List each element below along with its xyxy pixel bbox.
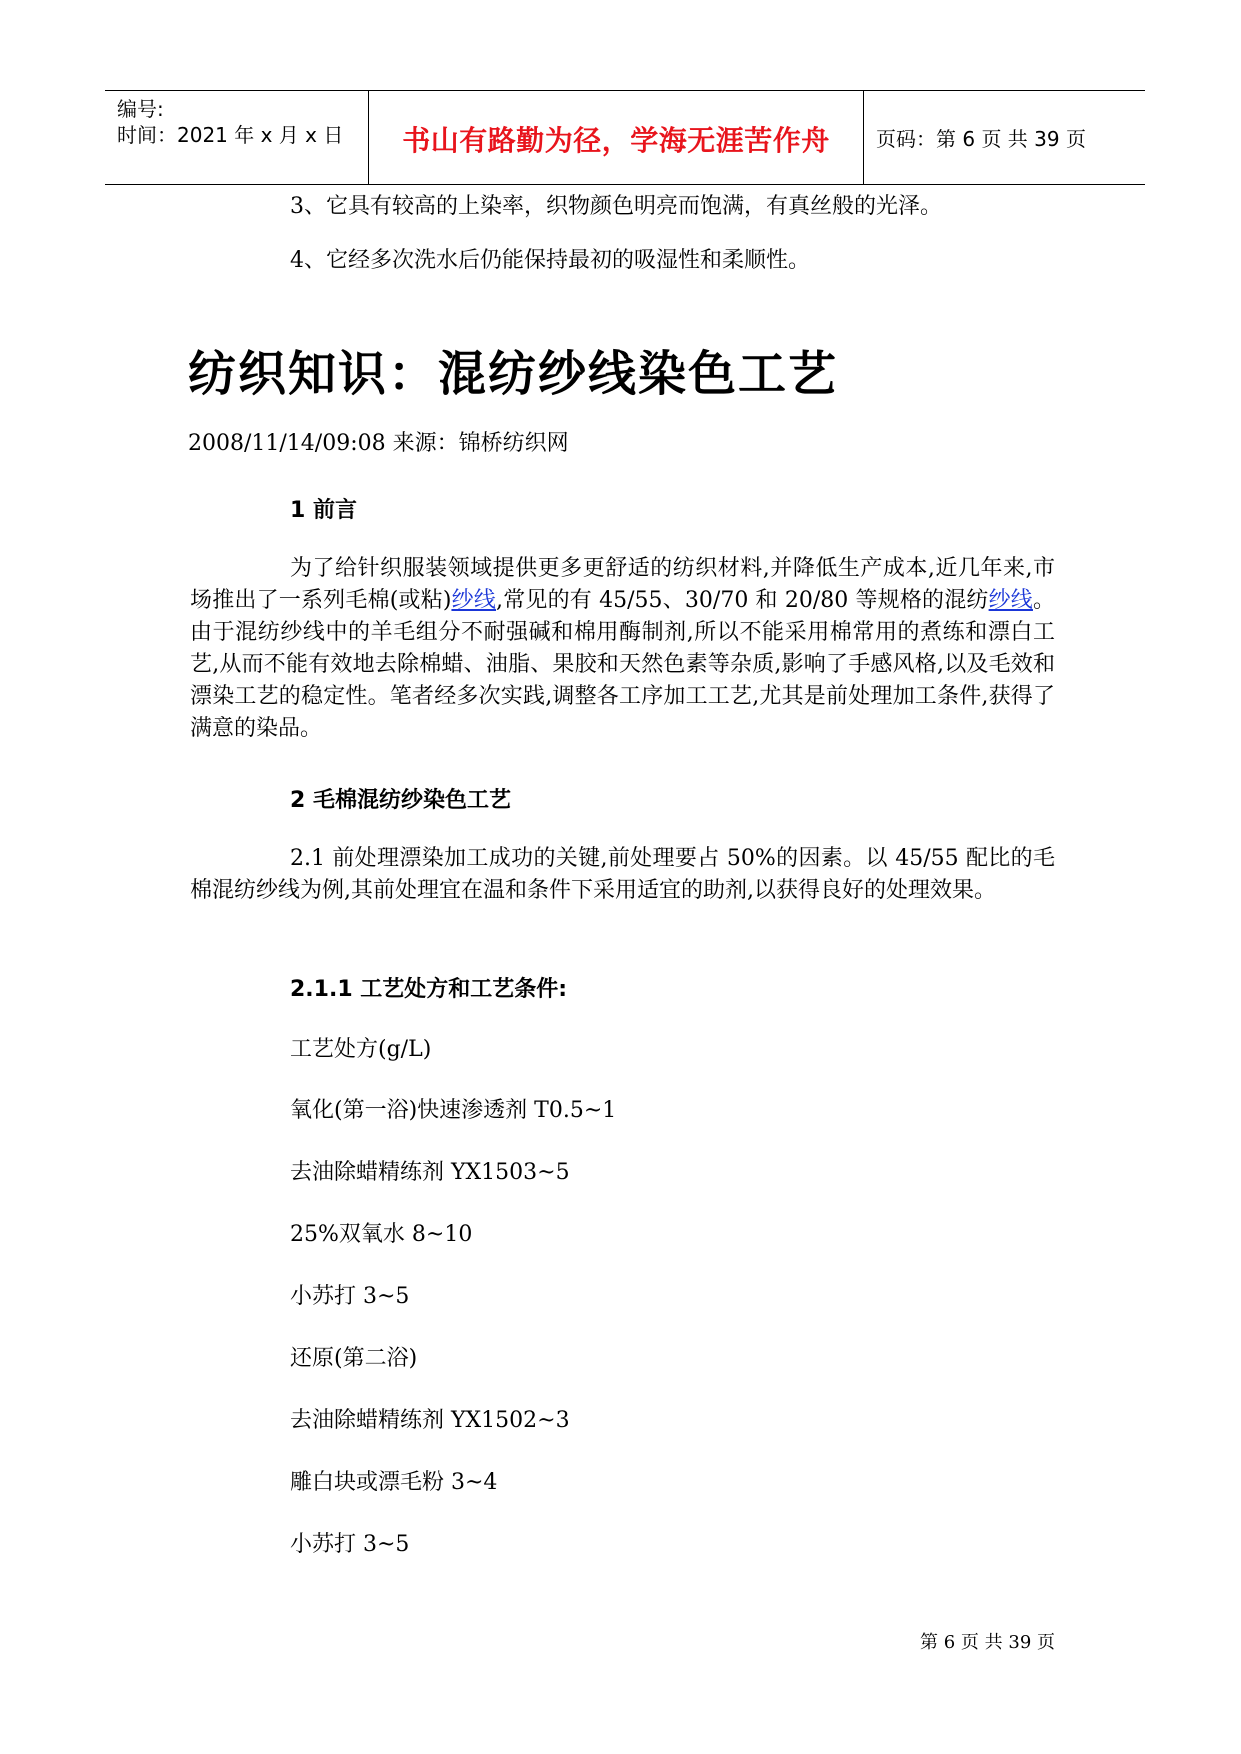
recipe-line: 小苏打 3~5	[290, 1284, 410, 1309]
text-line-4: 4、它经多次洗水后仍能保持最初的吸湿性和柔顺性。	[290, 248, 810, 273]
header-left-cell	[105, 91, 369, 184]
article-meta: 2008/11/14/09:08 来源：锦桥纺织网	[188, 431, 569, 456]
document-time-label: 时间：2021 年 x 月 x 日	[117, 123, 344, 147]
paragraph-text: 为了给针织服装领域提供更多更舒适的纺织材料,并降低生产成本,近几年来,市场推出了一系列毛棉(或粘)	[190, 556, 1055, 613]
section-heading-2: 2 毛棉混纺纱染色工艺	[290, 788, 511, 813]
recipe-line: 还原(第二浴)	[290, 1346, 418, 1371]
recipe-line: 去油除蜡精练剂 YX1502~3	[290, 1408, 570, 1433]
header-middle-cell	[369, 91, 864, 184]
recipe-line: 小苏打 3~5	[290, 1532, 410, 1557]
yarn-link-2[interactable]: 纱线	[988, 588, 1033, 613]
yarn-link-1[interactable]: 纱线	[451, 588, 497, 613]
text-line-3: 3、它具有较高的上染率，织物颜色明亮而饱满，有真丝般的光泽。	[290, 194, 942, 219]
page-header	[105, 90, 1145, 185]
header-motto: 书山有路勤为径，学海无涯苦作舟	[402, 124, 830, 157]
recipe-line: 去油除蜡精练剂 YX1503~5	[290, 1160, 570, 1185]
page-footer: 第 6 页 共 39 页	[920, 1632, 1055, 1653]
recipe-line: 氧化(第一浴)快速渗透剂 T0.5~1	[290, 1098, 617, 1123]
section-2-paragraph: 2.1 前处理漂染加工成功的关键,前处理要占 50%的因素。以 45/55 配比的毛棉混纺纱线为例,其前处理宜在温和条件下采用适宜的助剂,以获得良好的处理效果。	[190, 846, 1055, 903]
section-heading-2-1-1: 2.1.1 工艺处方和工艺条件:	[290, 977, 568, 1002]
recipe-line: 雕白块或漂毛粉 3~4	[290, 1470, 498, 1495]
section-1-paragraph	[190, 553, 1055, 745]
paragraph-text: ,常见的有 45/55、30/70 和 20/80 等规格的混纺	[496, 588, 989, 613]
header-page-indicator: 页码：第 6 页 共 39 页	[876, 127, 1086, 151]
article-title: 纺织知识：混纺纱线染色工艺	[188, 346, 839, 402]
recipe-line: 25%双氧水 8~10	[290, 1222, 473, 1247]
paragraph-text: 。由于混纺纱线中的羊毛组分不耐强碱和棉用酶制剂,所以不能采用棉常用的煮练和漂白工艺,从而不能有效地去除棉蜡、油脂、果胶和天然色素等杂质,影响了手感风格,以及毛效和漂染工艺的稳定性。笔者经多次实践,调整各工序加工工艺,尤其是前处理加工条件,获得了满意的染品。	[190, 588, 1055, 741]
header-right-cell	[864, 91, 1145, 184]
recipe-line: 工艺处方(g/L)	[290, 1037, 432, 1062]
section-heading-1: 1 前言	[290, 498, 357, 523]
document-number-label: 编号:	[117, 97, 164, 121]
